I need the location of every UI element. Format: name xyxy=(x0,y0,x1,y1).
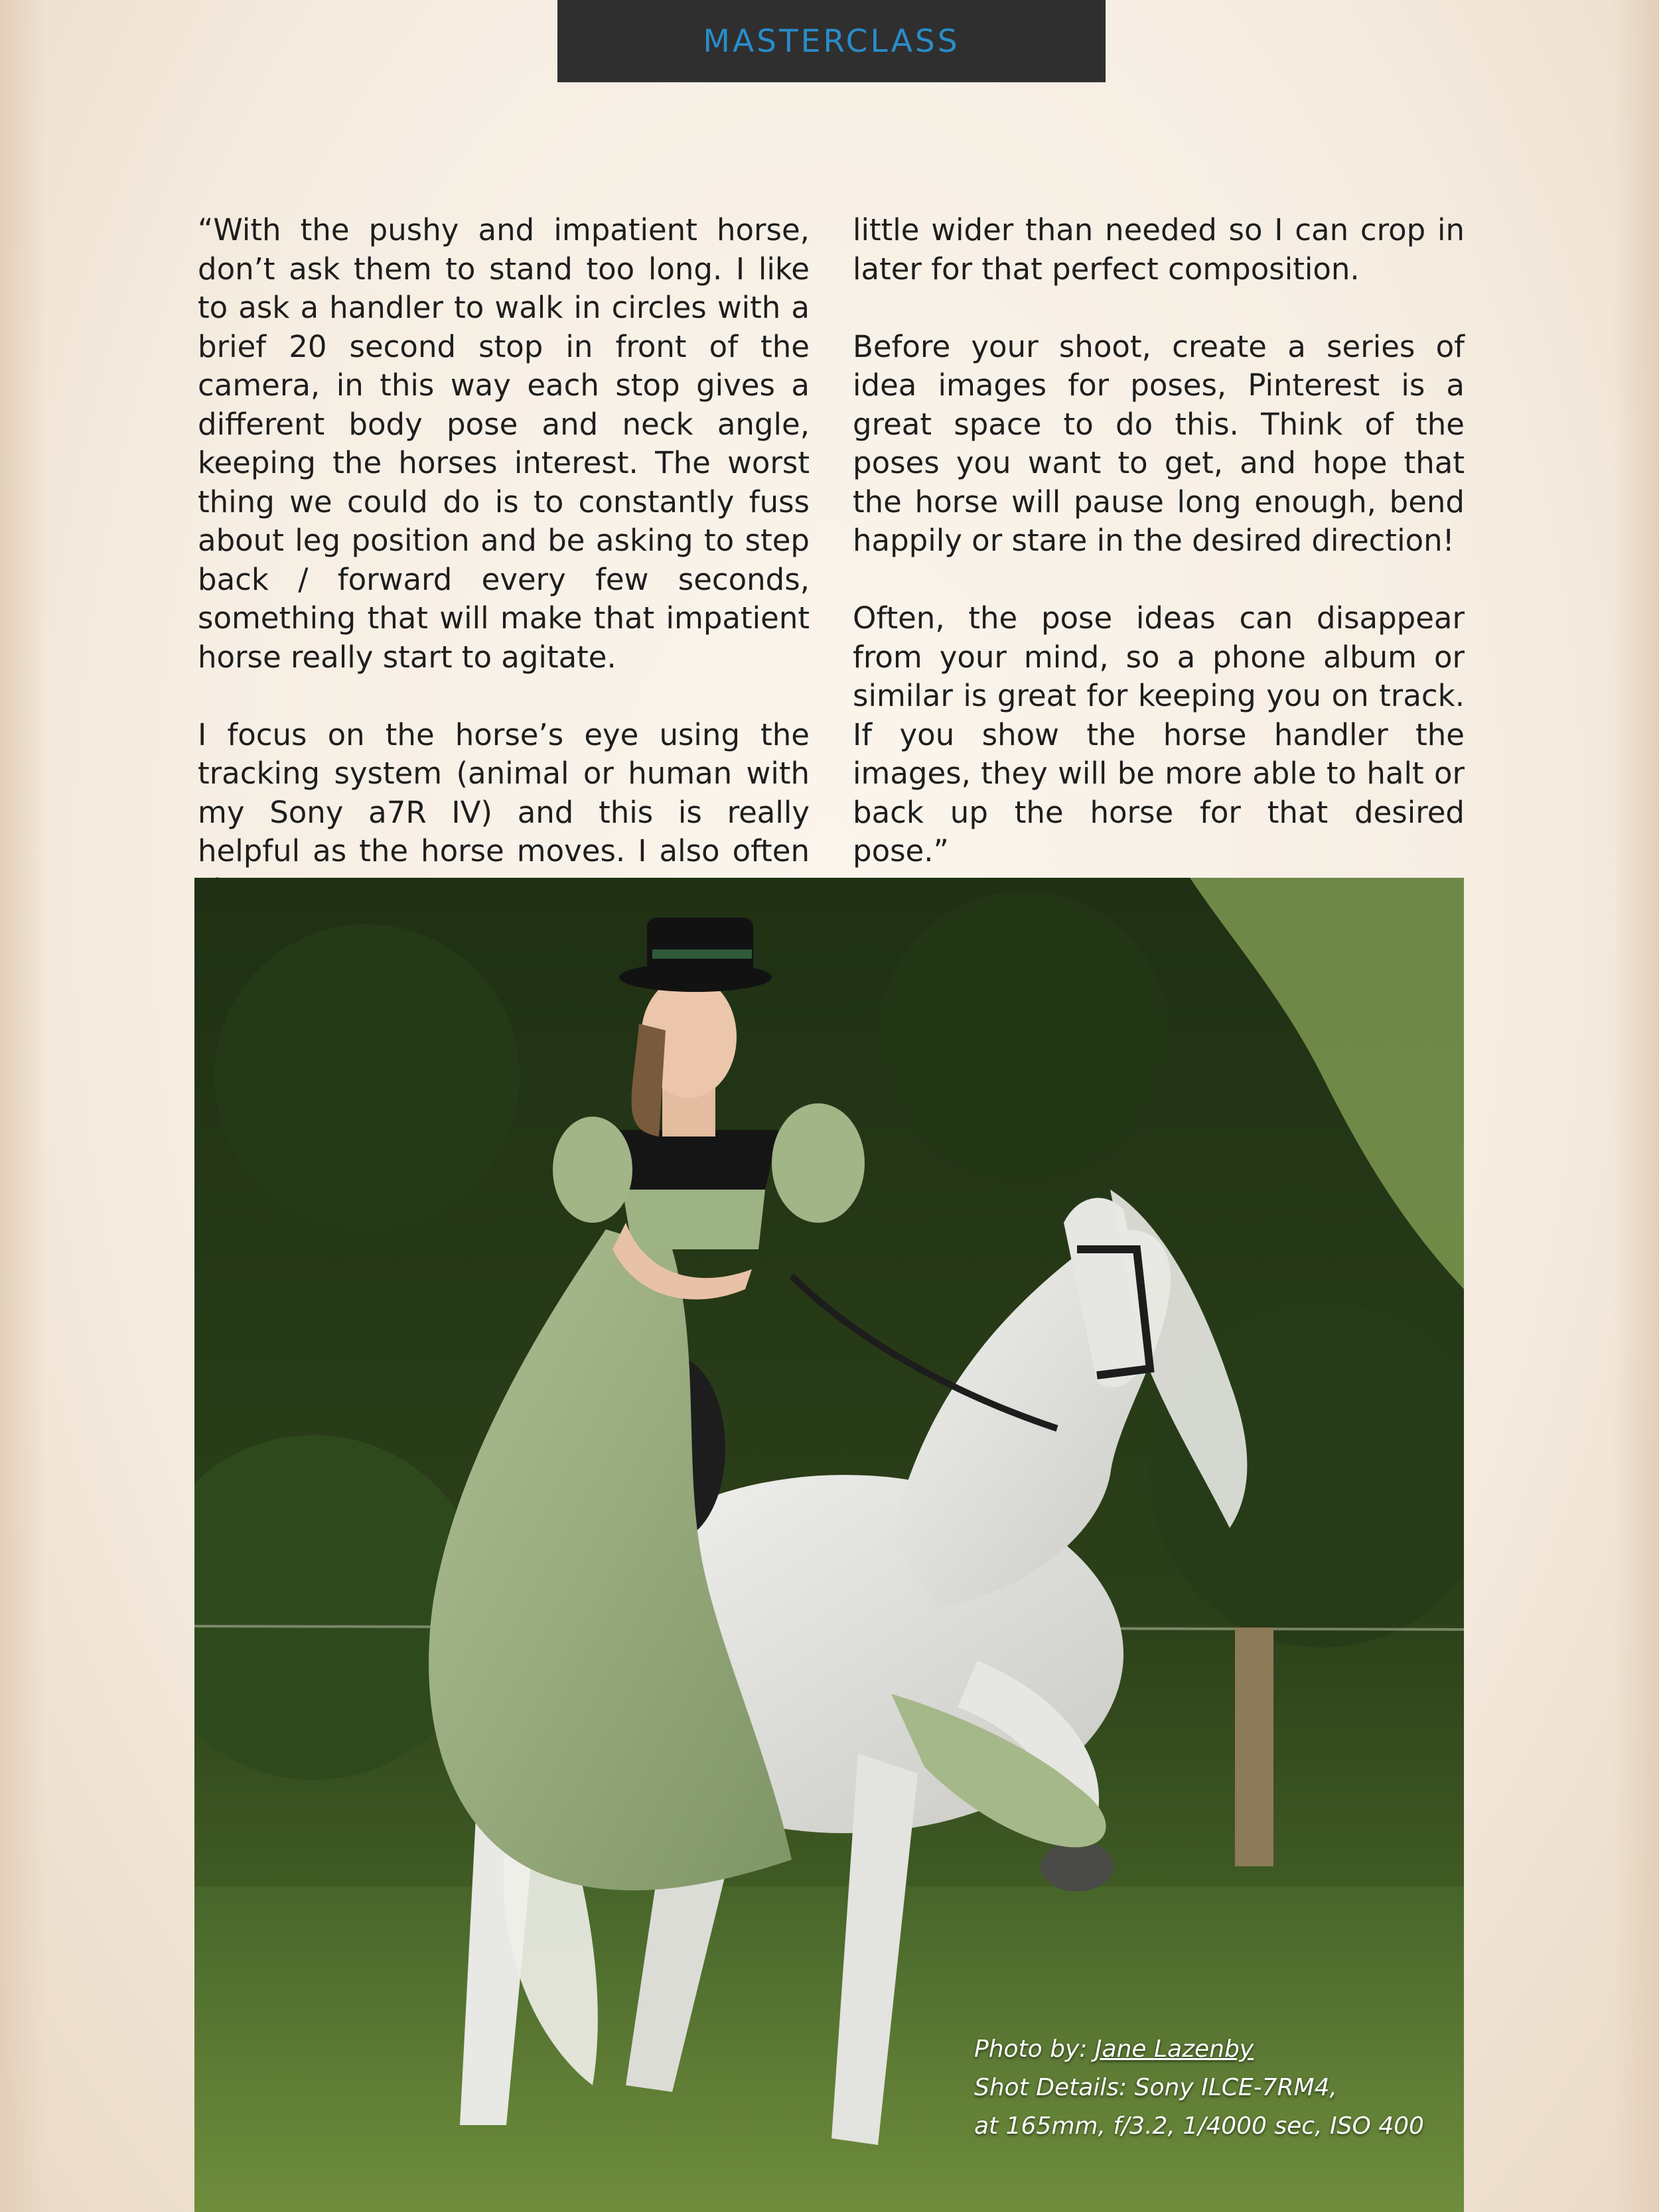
paragraph: Often, the pose ideas can disappear from your mind, so a phone album or similar is great for keeping you on track. If you show the horse handler the images, they will be more able to halt or back up the horse for that desired pose.” xyxy=(853,600,1465,868)
article-column-right xyxy=(853,211,1465,910)
shot-details-line2: at 165mm, f/3.2, 1/4000 sec, ISO 400 xyxy=(974,2112,1424,2140)
paragraph: little wider than needed so I can crop in later for that perfect composition. xyxy=(853,212,1465,287)
paragraph: I focus on the horse’s eye using the tracking system (animal or human with my Sony a7R IV) and this is really helpful as the horse moves. I also often xyxy=(198,717,810,868)
page-edge-left xyxy=(0,0,46,2212)
photo-caption xyxy=(974,2030,1424,2146)
paragraph: “With the pushy and impatient horse, don’t ask them to stand too long. I like to ask a handler to walk in circles with a brief 20 second stop in front of the camera, in this way each stop gives a different body pose and neck angle, keeping the horses interest. The worst thing we could do is to constantly fuss about leg position and be asking to step back / forward every few seconds, something that will make that impatient horse really start to agitate. xyxy=(198,212,810,675)
horse-rider-photo xyxy=(194,878,1464,2212)
paragraph: Before your shoot, create a series of idea images for poses, Pinterest is a great space to do this. Think of the poses you want to get, and hope that the horse will pause long enough, bend happily or stare in the desired direction! xyxy=(853,328,1465,558)
section-label: MASTERCLASS xyxy=(703,23,960,60)
photo-credit-prefix: Photo by: xyxy=(974,2036,1095,2063)
section-header xyxy=(557,0,1106,82)
photographer-link[interactable]: Jane Lazenby xyxy=(1094,2036,1254,2063)
shot-details-line1: Shot Details: Sony ILCE-7RM4, xyxy=(974,2074,1337,2101)
photo-credit xyxy=(974,2030,1424,2069)
page-edge-right xyxy=(1613,0,1659,2212)
article-column-left xyxy=(198,211,810,949)
